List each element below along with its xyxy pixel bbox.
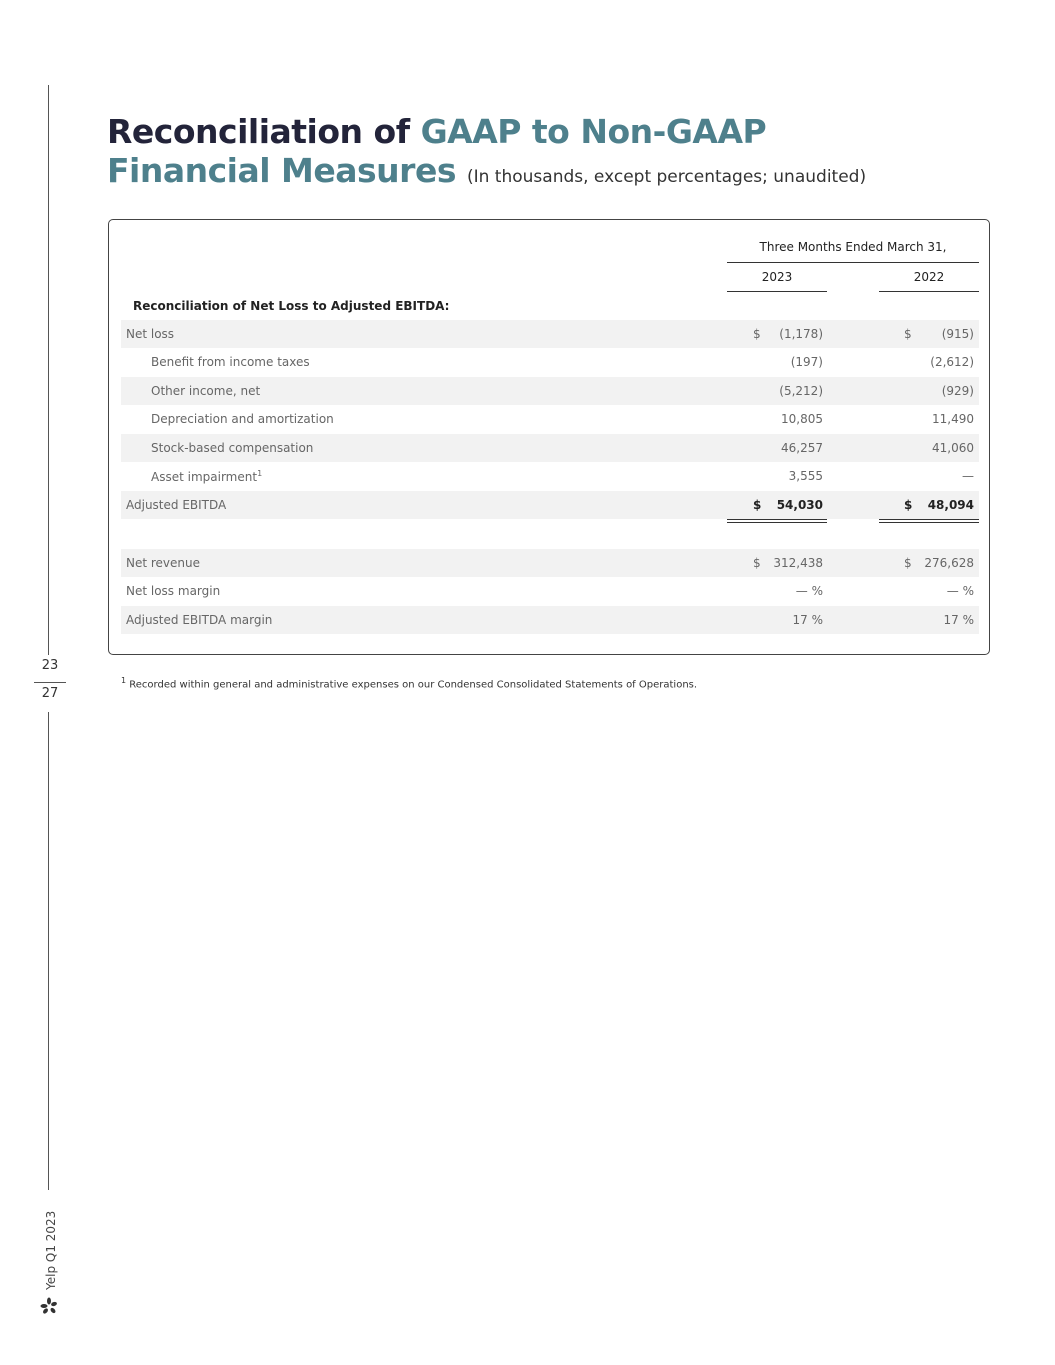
table-row-other-income — [121, 377, 979, 405]
column-header-2022: 2022 — [913, 270, 945, 284]
value-2022: 276,628 — [924, 556, 974, 570]
row-label: Asset impairment$^1$ — [151, 469, 263, 484]
footnote-mark: 1 — [121, 676, 127, 685]
value-2023: — % — [795, 584, 823, 598]
row-label: Net revenue — [126, 556, 201, 570]
title-part3: Financial Measures — [107, 151, 456, 190]
yelp-burst-icon — [40, 1297, 58, 1315]
value-2023: (5,212) — [779, 384, 823, 398]
total-double-rule-2022-a — [879, 519, 979, 520]
value-2022: 48,094 — [927, 498, 974, 512]
value-2023: 10,805 — [781, 412, 823, 426]
row-label: Depreciation and amortization — [151, 412, 334, 426]
footnote-text: Recorded within general and administrative expenses on our Condensed Consolidated Statements of Operations. — [129, 679, 698, 691]
sidebar-line-top — [48, 85, 49, 655]
reconciliation-table — [108, 219, 990, 655]
period-header-rule — [727, 262, 979, 263]
table-row-income-taxes — [121, 348, 979, 376]
row-label: Net loss margin — [126, 584, 221, 598]
dollar-sign: $ — [753, 498, 762, 512]
value-2022: — % — [946, 584, 974, 598]
table-row-stock-comp — [121, 434, 979, 462]
row-label: Net loss — [126, 327, 175, 341]
total-double-rule-2023-a — [727, 519, 827, 520]
column-header-2023: 2023 — [761, 270, 793, 284]
brand-label: Yelp Q1 2023 — [44, 1210, 58, 1290]
section-title: Reconciliation of Net Loss to Adjusted EBITDA: — [133, 299, 450, 313]
dollar-sign: $ — [904, 327, 912, 341]
table-row-net-loss — [121, 320, 979, 348]
row-label: Stock-based compensation — [151, 441, 314, 455]
total-double-rule-2022-b — [879, 522, 979, 523]
table-row-asset-impairment — [121, 462, 979, 490]
sidebar-line-bottom — [48, 712, 49, 1190]
value-2022: 41,060 — [932, 441, 974, 455]
dollar-sign: $ — [904, 556, 912, 570]
value-2022: (929) — [941, 384, 974, 398]
table-row-ebitda-margin — [121, 606, 979, 634]
value-2022: — — [962, 469, 974, 483]
page-separator — [34, 682, 66, 683]
page-total: 27 — [41, 686, 59, 701]
table-row-net-revenue — [121, 549, 979, 577]
dollar-sign: $ — [753, 556, 761, 570]
value-2022: 11,490 — [932, 412, 974, 426]
value-2023: (197) — [790, 355, 823, 369]
row-label: Other income, net — [151, 384, 261, 398]
value-2022: (2,612) — [930, 355, 974, 369]
dollar-sign: $ — [904, 498, 913, 512]
row-label: Benefit from income taxes — [151, 355, 310, 369]
value-2022: (915) — [941, 327, 974, 341]
table-row-depreciation — [121, 405, 979, 433]
row-label: Adjusted EBITDA margin — [126, 613, 273, 627]
dollar-sign: $ — [753, 327, 761, 341]
title-part1: Reconciliation of — [107, 112, 410, 151]
page-current: 23 — [41, 658, 59, 673]
value-2023: 54,030 — [776, 498, 823, 512]
value-2023: 17 % — [792, 613, 823, 627]
footnote-mark: 1 — [257, 469, 263, 478]
value-2022: 17 % — [943, 613, 974, 627]
value-2023: (1,178) — [779, 327, 823, 341]
period-header: Three Months Ended March 31, — [759, 240, 947, 254]
table-row-net-loss-margin — [121, 577, 979, 605]
total-double-rule-2023-b — [727, 522, 827, 523]
value-2023: 312,438 — [773, 556, 823, 570]
title-subtitle: (In thousands, except percentages; unaudited) — [466, 167, 867, 187]
column-rule-2023 — [727, 291, 827, 292]
column-rule-2022 — [879, 291, 979, 292]
footnote — [121, 676, 697, 690]
table-row-adjusted-ebitda — [121, 491, 979, 519]
page-title — [107, 112, 866, 197]
value-2023: 3,555 — [788, 469, 823, 483]
title-part2: GAAP to Non-GAAP — [420, 112, 767, 151]
value-2023: 46,257 — [781, 441, 823, 455]
row-label: Adjusted EBITDA — [126, 498, 227, 512]
